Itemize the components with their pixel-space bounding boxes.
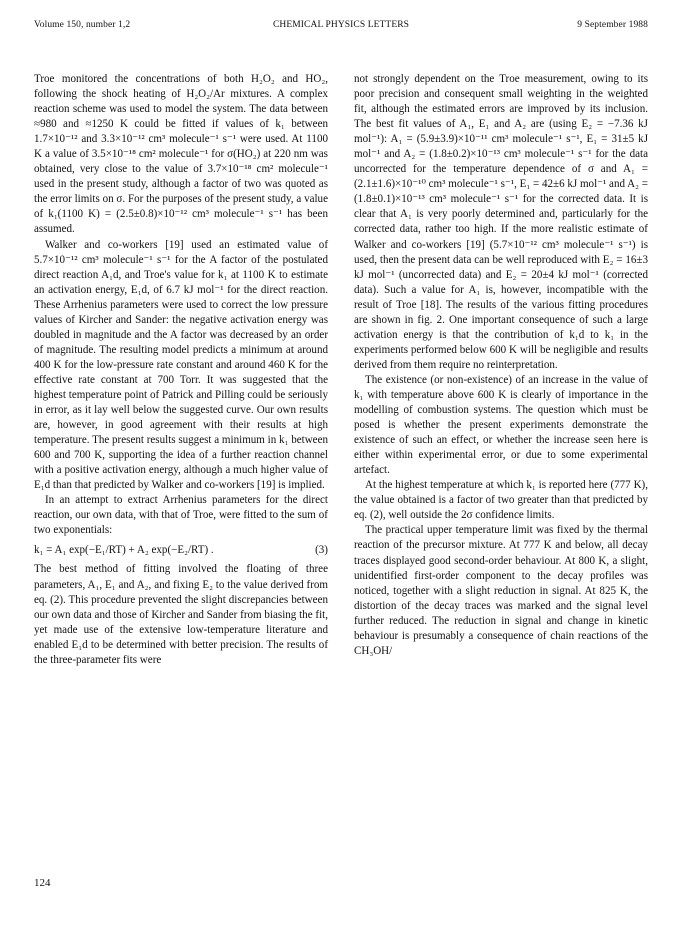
paragraph-troe-measurements: Troe monitored the concentrations of both H₂O₂ and HO₂, following the shock heating of H₂O₂/Ar mixtures. A complex reaction scheme was used to model the system. The data between ≈980 and ≈1250 K could be fitted if values of k₁ between 1.7×10⁻¹² and 3.3×10⁻¹² cm³ molecule⁻¹ s⁻¹ were used. At 1100 K a value of 3.5×10⁻¹⁸ cm² molecule⁻¹ for σ(HO₂) at 220 nm was obtained, very close to the value of 3.7×10⁻¹⁸ cm² molecule⁻¹ used in the present study, although a factor of two was quoted as the error limits on σ. For the purposes of the present study, a value of k₁(1100 K) = (2.5±0.8)×10⁻¹² cm³ molecule⁻¹ s⁻¹ has been assumed.: [34, 73, 328, 236]
paragraph-existence-of-increase: The existence (or non-existence) of an increase in the value of k₁ with temperature above 600 K is clearly of importance in the modelling of combustion systems. The question which must be posed is whether the present experiments demonstrate the existence of such an effect, or whether the increase seen here is either within experimental error, or due to some experimental artefact.: [354, 373, 648, 477]
running-header: [34, 20, 648, 34]
paragraph-temperature-limit: The practical upper temperature limit was fixed by the thermal reaction of the precursor mixture. At 777 K and below, all decay traces displayed good second-order behaviour. At 800 K, a slight, unidentified first-order component to the decay profiles was noticed, together with a slight reduction in signal. At 825 K, the distortion of the decay traces was marked and the signal level further reduced. The reduction in signal and change in kinetic behaviour is presumably a consequence of chain reactions of the CH₃OH/: [354, 524, 648, 657]
paragraph-walker-model: Walker and co-workers [19] used an estimated value of 5.7×10⁻¹² cm³ molecule⁻¹ s⁻¹ for the A factor of the postulated direct reaction A₁d, and Troe's value for k₁ at 1100 K to estimate an activation energy, E₁d, of 6.7 kJ mol⁻¹ for the direct reaction. These Arrhenius parameters were used to correct the low pressure values of Kircher and Sander: the negative activation energy was doubled in magnitude and the A factor was decreased by an order of magnitude. The resulting model predicts a minimum at around 400 K for the low-pressure rate constant and around 460 K for the effective rate constant at 700 Torr. It was suggested that the highest temperature point of Patrick and Pilling could be seriously in error, as it lay well below the suggested curve. Our own results are, however, in good agreement with their results at high temperature. The present results suggest a minimum in k₁ between 600 and 700 K, supporting the idea of a further reaction channel with a positive activation energy, although a much higher value of E₁d than that predicted by Walker and co-workers [19] is implied.: [34, 238, 328, 492]
paragraph-highest-temperature: At the highest temperature at which k₁ is reported here (777 K), the value obtained is a factor of two greater than that predicted by eq. (2), well outside the 2σ confidence limits.: [354, 479, 648, 522]
page-number: 124: [34, 877, 51, 889]
equation-3: [34, 543, 328, 558]
paragraph-arrhenius-fit: In an attempt to extract Arrhenius parameters for the direct reaction, our own data, with that of Troe, were fitted to the sum of two exponentials:: [34, 494, 328, 537]
paragraph-fitting-method: The best method of fitting involved the floating of three parameters, A₁, E₁ and A₂, and fixing E₂ to the value derived from eq. (2). This procedure prevented the slight discrepancies between our own data and those of Kircher and Sander from biasing the fit, yet made use of the extensive low-temperature literature and enabled E₁d to be determined with better precision. The results of the three-parameter fits were: [34, 563, 328, 666]
volume-info: Volume 150, number 1,2: [34, 20, 131, 30]
journal-title: CHEMICAL PHYSICS LETTERS: [272, 20, 410, 30]
left-column: [34, 72, 328, 668]
equation-number: (3): [315, 544, 328, 557]
equation-body: k₁ = A₁ exp(−E₁/RT) + A₂ exp(−E₂/RT) .: [34, 544, 214, 557]
issue-date: 9 September 1988: [577, 20, 648, 30]
right-column: [354, 72, 648, 659]
paragraph-fit-results: not strongly dependent on the Troe measurement, owing to its poor precision and consequent small weighting in the weighted fit, although the estimated errors are improved by its inclusion. The best fit values of A₁, E₁ and A₂ are (using E₂ = −7.36 kJ mol⁻¹): A₁ = (5.9±3.9)×10⁻¹¹ cm³ molecule⁻¹ s⁻¹, E₁ = 31±5 kJ mol⁻¹ and A₂ = (1.8±0.2)×10⁻¹³ cm³ molecule⁻¹ s⁻¹ for the data uncorrected for the temperature dependence of σ and A₁ = (2.1±1.6)×10⁻¹⁰ cm³ molecule⁻¹ s⁻¹, E₁ = 42±6 kJ mol⁻¹ and A₂ = (1.8±0.1)×10⁻¹³ cm³ molecule⁻¹ s⁻¹ for the corrected data. It is clear that A₁ is very poorly determined and, particularly for the corrected data, rather too high. If the more realistic estimate of Walker and co-workers [19] (5.7×10⁻¹² cm³ molecule⁻¹ s⁻¹) is used, then the present data can be well reproduced with E₂ = 16±3 kJ mol⁻¹ (uncorrected data) and E₂ = 20±4 kJ mol⁻¹ (corrected data). Such a value for A₁ is, however, incompatible with the result of Troe [18]. The results of the various fitting procedures are shown in fig. 2. One important consequence of such a large activation energy is that the contribution of k₁d to k₁ in the experiments performed below 600 K will be negligible and results derived from them require no reinterpretation.: [354, 73, 648, 371]
